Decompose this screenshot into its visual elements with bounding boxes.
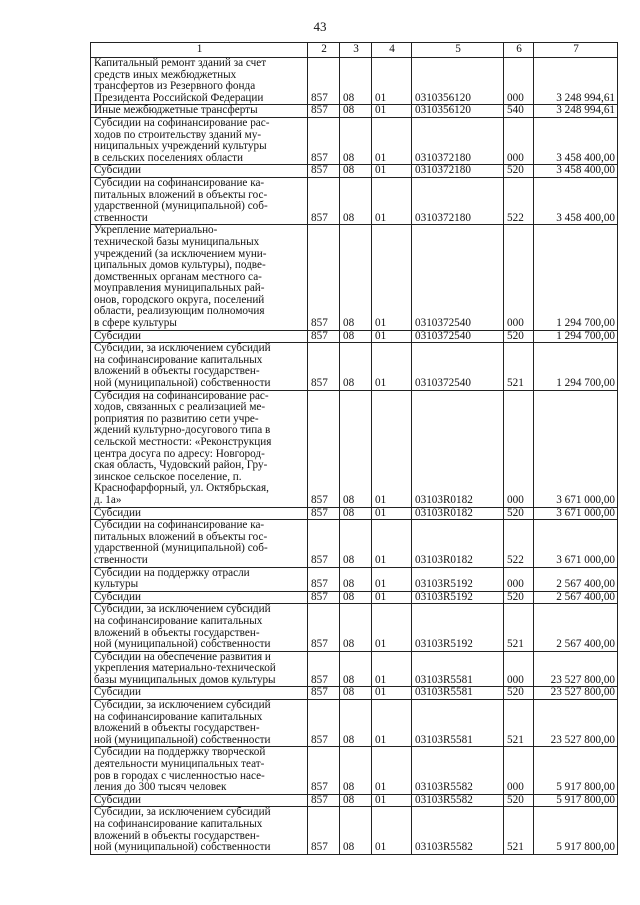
- ministry-code-cell: 857: [308, 794, 340, 807]
- expense-name-cell: Субсидии: [91, 507, 308, 520]
- ministry-code-cell: 857: [308, 58, 340, 105]
- section-code-cell: 08: [340, 700, 372, 747]
- table-row: [91, 507, 618, 520]
- table-row: [91, 520, 618, 567]
- amount-cell: 3 248 994,61: [534, 58, 618, 105]
- ministry-code-cell: 857: [308, 651, 340, 687]
- subsection-code-cell: 01: [372, 330, 412, 343]
- subsection-code-cell: 01: [372, 105, 412, 118]
- section-code-cell: 08: [340, 507, 372, 520]
- expense-name-cell: Субсидии: [91, 687, 308, 700]
- target-article-cell: 03103R5192: [412, 567, 504, 591]
- expense-name-cell: Субсидии на обеспечение развития и укрепления материально-технической базы муниципальных домов культуры: [91, 651, 308, 687]
- expense-type-cell: 521: [504, 700, 534, 747]
- expense-type-cell: 000: [504, 117, 534, 164]
- subsection-code-cell: 01: [372, 520, 412, 567]
- table-row: [91, 687, 618, 700]
- target-article-cell: 03103R5581: [412, 687, 504, 700]
- amount-cell: 3 458 400,00: [534, 117, 618, 164]
- amount-cell: 5 917 800,00: [534, 794, 618, 807]
- amount-cell: 5 917 800,00: [534, 747, 618, 794]
- ministry-code-cell: 857: [308, 225, 340, 330]
- expense-name-cell: Субсидии на софинансирование ка- питальных вложений в объекты гос- ударственной (муниципальной) соб- ственности: [91, 520, 308, 567]
- section-code-cell: 08: [340, 105, 372, 118]
- target-article-cell: 03103R0182: [412, 390, 504, 507]
- section-code-cell: 08: [340, 794, 372, 807]
- target-article-cell: 0310372180: [412, 177, 504, 224]
- ministry-code-cell: 857: [308, 343, 340, 390]
- target-article-cell: 03103R5582: [412, 807, 504, 854]
- target-article-cell: 03103R0182: [412, 507, 504, 520]
- ministry-code-cell: 857: [308, 520, 340, 567]
- table-header-row: [91, 43, 618, 58]
- column-header: 6: [504, 43, 534, 58]
- expense-name-cell: Субсидии, за исключением субсидий на софинансирование капитальных вложений в объекты государствен- ной (муниципальной) собственности: [91, 700, 308, 747]
- ministry-code-cell: 857: [308, 807, 340, 854]
- ministry-code-cell: 857: [308, 567, 340, 591]
- expense-name-cell: Субсидии на поддержку отрасли культуры: [91, 567, 308, 591]
- subsection-code-cell: 01: [372, 165, 412, 178]
- budget-table: [90, 42, 618, 855]
- ministry-code-cell: 857: [308, 117, 340, 164]
- target-article-cell: 0310372540: [412, 225, 504, 330]
- table-row: [91, 747, 618, 794]
- expense-type-cell: 521: [504, 343, 534, 390]
- subsection-code-cell: 01: [372, 794, 412, 807]
- column-header: 4: [372, 43, 412, 58]
- ministry-code-cell: 857: [308, 747, 340, 794]
- table-row: [91, 567, 618, 591]
- expense-type-cell: 000: [504, 651, 534, 687]
- amount-cell: 3 671 000,00: [534, 390, 618, 507]
- amount-cell: 23 527 800,00: [534, 651, 618, 687]
- column-header: 2: [308, 43, 340, 58]
- amount-cell: 3 248 994,61: [534, 105, 618, 118]
- ministry-code-cell: 857: [308, 687, 340, 700]
- column-header: 7: [534, 43, 618, 58]
- section-code-cell: 08: [340, 390, 372, 507]
- ministry-code-cell: 857: [308, 330, 340, 343]
- target-article-cell: 0310372540: [412, 343, 504, 390]
- table-row: [91, 807, 618, 854]
- expense-type-cell: 000: [504, 58, 534, 105]
- column-header: 5: [412, 43, 504, 58]
- expense-type-cell: 521: [504, 604, 534, 651]
- amount-cell: 3 671 000,00: [534, 520, 618, 567]
- subsection-code-cell: 01: [372, 651, 412, 687]
- expense-type-cell: 000: [504, 567, 534, 591]
- section-code-cell: 08: [340, 807, 372, 854]
- target-article-cell: 03103R5582: [412, 794, 504, 807]
- expense-type-cell: 521: [504, 807, 534, 854]
- ministry-code-cell: 857: [308, 507, 340, 520]
- ministry-code-cell: 857: [308, 700, 340, 747]
- amount-cell: 23 527 800,00: [534, 700, 618, 747]
- table-row: [91, 58, 618, 105]
- section-code-cell: 08: [340, 343, 372, 390]
- expense-type-cell: 000: [504, 225, 534, 330]
- section-code-cell: 08: [340, 651, 372, 687]
- subsection-code-cell: 01: [372, 390, 412, 507]
- amount-cell: 1 294 700,00: [534, 330, 618, 343]
- amount-cell: 2 567 400,00: [534, 567, 618, 591]
- expense-name-cell: Субсидии на поддержку творческой деятельности муниципальных теат- ров в городах с численностью насе- ления до 300 тысяч человек: [91, 747, 308, 794]
- expense-type-cell: 520: [504, 507, 534, 520]
- table-row: [91, 651, 618, 687]
- table-row: [91, 343, 618, 390]
- expense-type-cell: 520: [504, 165, 534, 178]
- expense-type-cell: 540: [504, 105, 534, 118]
- expense-type-cell: 000: [504, 747, 534, 794]
- target-article-cell: 0310372540: [412, 330, 504, 343]
- expense-name-cell: Субсидии, за исключением субсидий на софинансирование капитальных вложений в объекты государствен- ной (муниципальной) собственности: [91, 807, 308, 854]
- ministry-code-cell: 857: [308, 604, 340, 651]
- table-row: [91, 390, 618, 507]
- amount-cell: 1 294 700,00: [534, 225, 618, 330]
- ministry-code-cell: 857: [308, 165, 340, 178]
- table-row: [91, 794, 618, 807]
- section-code-cell: 08: [340, 604, 372, 651]
- target-article-cell: 03103R5582: [412, 747, 504, 794]
- target-article-cell: 0310372180: [412, 165, 504, 178]
- subsection-code-cell: 01: [372, 687, 412, 700]
- table-row: [91, 117, 618, 164]
- expense-name-cell: Субсидии на софинансирование ка- питальных вложений в объекты гос- ударственной (муниципальной) соб- ственности: [91, 177, 308, 224]
- subsection-code-cell: 01: [372, 177, 412, 224]
- section-code-cell: 08: [340, 520, 372, 567]
- section-code-cell: 08: [340, 567, 372, 591]
- expense-name-cell: Субсидии: [91, 591, 308, 604]
- expense-type-cell: 522: [504, 177, 534, 224]
- expense-name-cell: Субсидии, за исключением субсидий на софинансирование капитальных вложений в объекты государствен- ной (муниципальной) собственности: [91, 604, 308, 651]
- expense-name-cell: Субсидия на софинансирование рас- ходов, связанных с реализацией ме- роприятия по развитию сети учре- ждений культурно-досугового типа в сельской местности: «Реконструкция центра досуга по адресу: Новгород- ская область, Чудовский район, Гру- зинское сельское поселение, п. Краснофарфорный, ул. Октябрьская, д. 1а»: [91, 390, 308, 507]
- expense-name-cell: Капитальный ремонт зданий за счет средств иных межбюджетных трансфертов из Резервного фонда Президента Российской Федерации: [91, 58, 308, 105]
- subsection-code-cell: 01: [372, 225, 412, 330]
- table-row: [91, 700, 618, 747]
- expense-name-cell: Субсидии: [91, 165, 308, 178]
- subsection-code-cell: 01: [372, 807, 412, 854]
- table-row: [91, 105, 618, 118]
- ministry-code-cell: 857: [308, 390, 340, 507]
- table-row: [91, 165, 618, 178]
- expense-name-cell: Субсидии на софинансирование рас- ходов по строительству зданий му- ниципальных учреждений культуры в сельских поселениях области: [91, 117, 308, 164]
- expense-name-cell: Субсидии: [91, 330, 308, 343]
- target-article-cell: 0310356120: [412, 105, 504, 118]
- table-row: [91, 604, 618, 651]
- ministry-code-cell: 857: [308, 177, 340, 224]
- amount-cell: 5 917 800,00: [534, 807, 618, 854]
- ministry-code-cell: 857: [308, 591, 340, 604]
- subsection-code-cell: 01: [372, 604, 412, 651]
- amount-cell: 23 527 800,00: [534, 687, 618, 700]
- expense-name-cell: Иные межбюджетные трансферты: [91, 105, 308, 118]
- column-header: 3: [340, 43, 372, 58]
- target-article-cell: 03103R5581: [412, 651, 504, 687]
- table-row: [91, 330, 618, 343]
- expense-type-cell: 520: [504, 591, 534, 604]
- section-code-cell: 08: [340, 58, 372, 105]
- expense-name-cell: Субсидии, за исключением субсидий на софинансирование капитальных вложений в объекты государствен- ной (муниципальной) собственности: [91, 343, 308, 390]
- section-code-cell: 08: [340, 687, 372, 700]
- table-row: [91, 177, 618, 224]
- expense-type-cell: 000: [504, 390, 534, 507]
- subsection-code-cell: 01: [372, 591, 412, 604]
- subsection-code-cell: 01: [372, 343, 412, 390]
- subsection-code-cell: 01: [372, 567, 412, 591]
- section-code-cell: 08: [340, 747, 372, 794]
- expense-type-cell: 520: [504, 794, 534, 807]
- amount-cell: 3 671 000,00: [534, 507, 618, 520]
- amount-cell: 2 567 400,00: [534, 591, 618, 604]
- amount-cell: 3 458 400,00: [534, 165, 618, 178]
- section-code-cell: 08: [340, 225, 372, 330]
- subsection-code-cell: 01: [372, 700, 412, 747]
- section-code-cell: 08: [340, 117, 372, 164]
- section-code-cell: 08: [340, 165, 372, 178]
- section-code-cell: 08: [340, 591, 372, 604]
- subsection-code-cell: 01: [372, 507, 412, 520]
- page-number: 43: [313, 19, 327, 34]
- target-article-cell: 0310356120: [412, 58, 504, 105]
- section-code-cell: 08: [340, 330, 372, 343]
- expense-type-cell: 522: [504, 520, 534, 567]
- target-article-cell: 03103R0182: [412, 520, 504, 567]
- table-row: [91, 591, 618, 604]
- ministry-code-cell: 857: [308, 105, 340, 118]
- column-header: 1: [91, 43, 308, 58]
- expense-type-cell: 520: [504, 687, 534, 700]
- amount-cell: 3 458 400,00: [534, 177, 618, 224]
- expense-name-cell: Укрепление материально- технической базы муниципальных учреждений (за исключением муни- ципальных домов культуры), подве- домственных органам местного са- моуправления муниципальных рай- онов, городского округа, поселений области, реализующим полномочия в сфере культуры: [91, 225, 308, 330]
- target-article-cell: 0310372180: [412, 117, 504, 164]
- target-article-cell: 03103R5192: [412, 604, 504, 651]
- target-article-cell: 03103R5581: [412, 700, 504, 747]
- expense-type-cell: 520: [504, 330, 534, 343]
- subsection-code-cell: 01: [372, 58, 412, 105]
- subsection-code-cell: 01: [372, 117, 412, 164]
- subsection-code-cell: 01: [372, 747, 412, 794]
- expense-name-cell: Субсидии: [91, 794, 308, 807]
- amount-cell: 1 294 700,00: [534, 343, 618, 390]
- target-article-cell: 03103R5192: [412, 591, 504, 604]
- section-code-cell: 08: [340, 177, 372, 224]
- amount-cell: 2 567 400,00: [534, 604, 618, 651]
- table-row: [91, 225, 618, 330]
